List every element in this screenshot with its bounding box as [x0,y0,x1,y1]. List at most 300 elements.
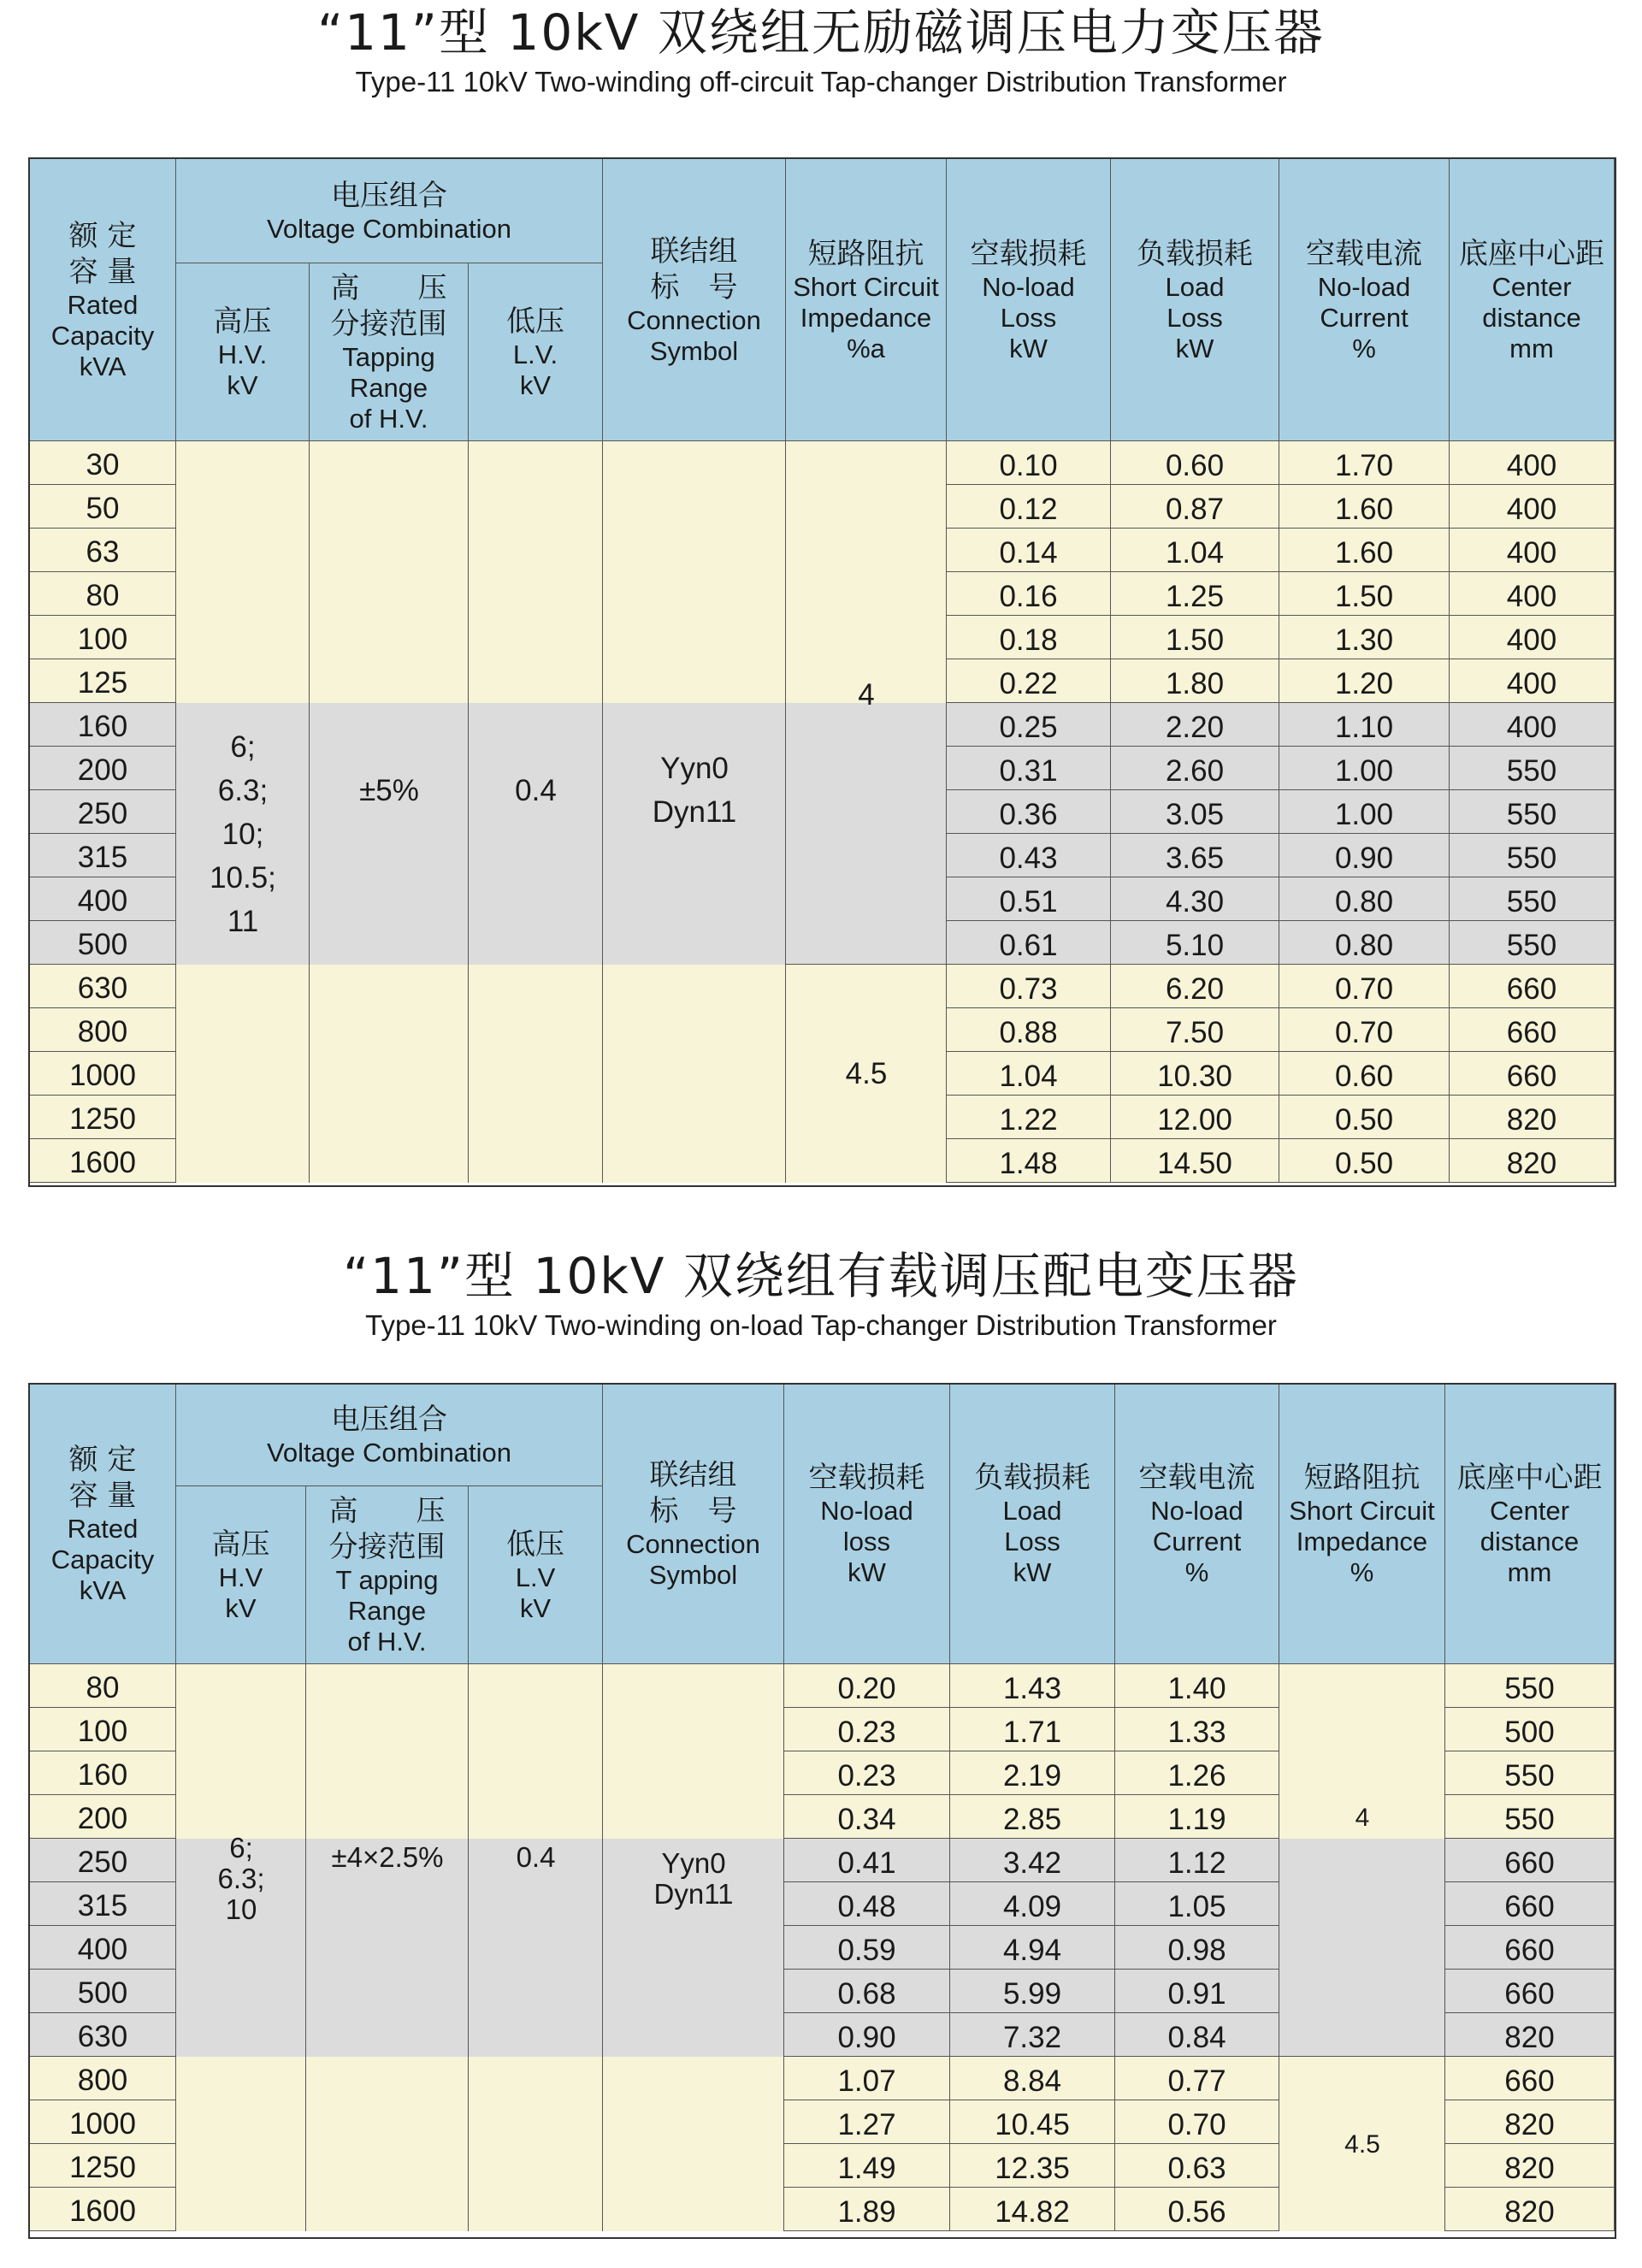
data-cell: 3.42 [950,1839,1115,1882]
header-noload-loss [784,1385,950,1664]
data-cell: 12.35 [950,2144,1115,2188]
data-cell: 0.56 [1115,2188,1279,2231]
header-line: % [1350,1557,1374,1587]
impedance-value-2: 4.5 [1344,2129,1380,2159]
capacity-cell: 160 [30,1751,176,1795]
data-cell: 400 [1450,616,1615,659]
header-line: No-load [1317,271,1411,302]
header-line: 负载损耗 [974,1461,1090,1495]
data-cell: 8.84 [950,2057,1115,2100]
data-cell: 2.85 [950,1795,1115,1839]
data-cell: 3.65 [1111,834,1279,877]
header-line: 短路阻抗 [1303,1461,1421,1495]
header-line: 分接范围 [328,1529,446,1564]
header-line: Range [349,372,428,403]
data-cell: 0.70 [1279,965,1450,1008]
merged-band [603,965,786,1183]
header-capacity [30,1385,176,1664]
merged-band [310,965,469,1183]
header-line: Load [1002,1496,1062,1526]
data-cell: 0.22 [947,659,1111,703]
header-line: T apping [335,1564,439,1595]
header-hv [176,1486,306,1664]
header-line: Loss [1004,1527,1060,1556]
capacity-cell: 800 [30,2057,176,2100]
connection-values [603,703,786,877]
header-line: loss [842,1527,891,1556]
header-lv [469,263,603,441]
tapping-value: ±4×2.5% [331,1840,444,1873]
data-cell: 820 [1450,1139,1615,1183]
header-line: kV [519,369,552,400]
data-cell: 820 [1450,1096,1615,1139]
header-line: Loss [1000,302,1057,333]
header-line: No-load [982,271,1075,302]
data-cell: 550 [1450,790,1615,834]
header-line: of H.V. [347,1626,427,1657]
header-line: Impedance [800,302,932,333]
merged-band [176,965,310,1183]
header-line: kW [1013,1557,1052,1587]
header-line: distance [1482,302,1581,333]
hv-values-line: 6; [229,1831,253,1863]
data-cell: 14.82 [950,2188,1115,2231]
data-cell: 4.09 [950,1882,1115,1926]
impedance-value-2: 4.5 [845,1057,888,1090]
data-cell: 0.70 [1115,2100,1279,2144]
header-line: 额 定 [68,218,137,253]
header-line: 高压 [211,1527,270,1562]
hv-values-line: 10.5; [210,860,276,895]
header-line: 空载损耗 [970,236,1087,271]
header-load-loss [1111,159,1279,441]
data-cell: 0.43 [947,834,1111,877]
data-cell: 1.07 [784,2057,950,2100]
capacity-cell: 400 [30,1926,176,1970]
capacity-cell: 200 [30,1795,176,1839]
header-line: 联结组 [650,233,738,269]
header-line: Impedance [1296,1527,1428,1556]
data-cell: 5.10 [1111,921,1279,965]
header-line: Tapping [342,341,435,372]
data-cell: 0.10 [947,441,1111,485]
header-line: 容 量 [68,1479,137,1513]
capacity-cell: 1600 [30,2188,176,2231]
data-cell: 550 [1450,834,1615,877]
header-line: Rated [67,1514,139,1544]
impedance-value-1: 4 [1355,1803,1370,1832]
data-cell: 0.61 [947,921,1111,965]
capacity-cell: 125 [30,659,176,703]
header-line: kW [848,1557,886,1587]
capacity-cell: 1250 [30,1096,176,1139]
data-cell: 1.27 [784,2100,950,2144]
tapping-value: ±5% [359,773,419,807]
hv-values [176,703,310,965]
header-hv [176,263,310,441]
data-cell: 0.87 [1111,485,1279,529]
data-cell: 0.12 [947,485,1111,529]
data-cell: 0.90 [784,2013,950,2057]
header-line: Capacity [50,320,155,351]
data-cell: 0.80 [1279,921,1450,965]
data-cell: 1.25 [1111,572,1279,616]
data-cell: 0.31 [947,747,1111,790]
capacity-cell: 1600 [30,1139,176,1183]
header-tapping-range [310,263,469,441]
data-cell: 1.50 [1111,616,1279,659]
merged-band [469,2057,603,2231]
table1-title-block [0,2,1642,101]
data-cell: 400 [1450,703,1615,747]
hv-values-line: 6.3; [217,773,269,807]
connection-values-line: Dyn11 [653,1877,734,1910]
header-line: H.V. [217,339,268,369]
table2 [28,1383,1616,2239]
data-cell: 1.22 [947,1096,1111,1139]
data-cell: 660 [1450,1008,1615,1052]
header-noload-current [1115,1385,1279,1664]
data-cell: 0.20 [784,1664,950,1708]
header-lv [469,1486,603,1664]
capacity-cell: 80 [30,1664,176,1708]
data-cell: 0.51 [947,877,1111,921]
header-line: 低压 [506,304,564,339]
capacity-cell: 630 [30,965,176,1008]
header-line: % [1184,1557,1209,1587]
header-line: distance [1480,1527,1580,1556]
data-cell: 660 [1445,1970,1615,2013]
header-line: Center [1491,271,1572,302]
data-cell: 550 [1450,921,1615,965]
header-line: Short Circuit [793,271,939,302]
data-cell: 1.71 [950,1708,1115,1751]
data-cell: 0.23 [784,1708,950,1751]
data-cell: 0.90 [1279,834,1450,877]
header-line: kW [1009,333,1048,363]
data-cell: 550 [1450,877,1615,921]
table1-title-en: Type-11 10kV Two-winding off-circuit Tap-changer Distribution Transformer [355,66,1287,97]
capacity-cell: 500 [30,1970,176,2013]
data-cell: 820 [1445,2188,1615,2231]
header-line: 空载电流 [1306,236,1422,271]
header-line: 低压 [506,1527,564,1562]
header-line: Capacity [50,1544,155,1574]
impedance-value-1: 4 [858,677,875,712]
data-cell: 0.48 [784,1882,950,1926]
data-cell: 0.34 [784,1795,950,1839]
data-cell: 820 [1445,2144,1615,2188]
header-line: 高 压 [328,1493,446,1528]
data-cell: 1.19 [1115,1795,1279,1839]
connection-values-line: Yyn0 [660,752,729,785]
header-line: 标 号 [650,269,738,304]
data-cell: 1.20 [1279,659,1450,703]
capacity-cell: 315 [30,834,176,877]
data-cell: 550 [1450,747,1615,790]
capacity-cell: 800 [30,1008,176,1052]
data-cell: 0.98 [1115,1926,1279,1970]
data-cell: 1.40 [1115,1664,1279,1708]
header-line: Loss [1167,302,1223,333]
capacity-cell: 80 [30,572,176,616]
merged-band [310,441,469,703]
data-cell: 1.70 [1279,441,1450,485]
header-line: 分接范围 [330,306,447,341]
capacity-cell: 30 [30,441,176,485]
data-cell: 1.04 [1111,529,1279,572]
impedance-band-grey [786,703,946,964]
data-cell: 550 [1445,1795,1615,1839]
hv-values [176,1813,306,1944]
header-line: kV [519,1592,552,1623]
data-cell: 400 [1450,529,1615,572]
capacity-cell: 1000 [30,1052,176,1096]
data-cell: 4.94 [950,1926,1115,1970]
lv-value: 0.4 [516,1840,556,1873]
header-line: L.V. [512,339,558,369]
header-line: Rated [67,289,139,320]
hv-values-line: 11 [227,904,259,938]
data-cell: 0.84 [1115,2013,1279,2057]
header-line: L.V [515,1562,556,1592]
header-line: 高 压 [330,270,447,305]
data-cell: 0.88 [947,1008,1111,1052]
data-cell: 0.50 [1279,1096,1450,1139]
header-line: Connection [627,304,761,335]
header-line: Connection [626,1529,760,1559]
capacity-cell: 315 [30,1882,176,1926]
capacity-cell: 50 [30,485,176,529]
data-cell: 6.20 [1111,965,1279,1008]
header-line: 标 号 [649,1494,737,1528]
header-line: % [1352,333,1376,363]
header-line: Center [1489,1496,1570,1526]
hv-values-line: 10 [225,1893,257,1925]
header-line: 空载损耗 [808,1461,925,1495]
capacity-cell: 63 [30,529,176,572]
header-line: Short Circuit [1289,1496,1435,1526]
data-cell: 7.50 [1111,1008,1279,1052]
capacity-cell: 250 [30,1839,176,1882]
header-center [1450,159,1615,441]
data-cell: 0.59 [784,1926,950,1970]
merged-band [469,965,603,1183]
header-line: Current [1320,302,1409,333]
capacity-cell: 100 [30,1708,176,1751]
data-cell: 10.45 [950,2100,1115,2144]
header-line: 额 定 [68,1443,137,1477]
data-cell: 1.49 [784,2144,950,2188]
data-cell: 1.48 [947,1139,1111,1183]
data-cell: 1.00 [1279,747,1450,790]
data-cell: 1.05 [1115,1882,1279,1926]
data-cell: 400 [1450,572,1615,616]
header-line: 电压组合 [331,1403,447,1437]
data-cell: 660 [1450,1052,1615,1096]
data-cell: 0.36 [947,790,1111,834]
data-cell: 0.70 [1279,1008,1450,1052]
data-cell: 1.60 [1279,485,1450,529]
data-cell: 1.12 [1115,1839,1279,1882]
data-cell: 1.26 [1115,1751,1279,1795]
capacity-cell: 200 [30,747,176,790]
header-line: No-load [820,1496,913,1526]
header-line: kVA [79,351,127,381]
data-cell: 660 [1450,965,1615,1008]
table2-title-cn: “11”型 10kV 双绕组有载调压配电变压器 [343,1247,1299,1305]
capacity-cell: 630 [30,2013,176,2057]
capacity-cell: 1250 [30,2144,176,2188]
header-line: No-load [1150,1496,1243,1526]
data-cell: 550 [1445,1751,1615,1795]
data-cell: 1.00 [1279,790,1450,834]
data-cell: 1.04 [947,1052,1111,1096]
data-cell: 660 [1445,2057,1615,2100]
data-cell: 7.32 [950,2013,1115,2057]
header-impedance [786,159,947,441]
header-load-loss [950,1385,1115,1664]
capacity-cell: 500 [30,921,176,965]
data-cell: 1.60 [1279,529,1450,572]
data-cell: 660 [1445,1839,1615,1882]
data-cell: 0.25 [947,703,1111,747]
table1 [28,157,1616,1187]
merged-band [469,441,603,703]
connection-values [603,1813,784,1944]
header-line: 底座中心距 [1456,1461,1603,1495]
data-cell: 4.30 [1111,877,1279,921]
data-cell: 0.80 [1279,877,1450,921]
capacity-cell: 250 [30,790,176,834]
data-cell: 1.43 [950,1664,1115,1708]
capacity-cell: 1000 [30,2100,176,2144]
data-cell: 1.89 [784,2188,950,2231]
header-line: 短路阻抗 [807,236,924,271]
header-line: Symbol [648,1560,738,1590]
data-cell: 0.77 [1115,2057,1279,2100]
header-connection [603,159,786,441]
header-line: Load [1165,271,1225,302]
header-line: H.V [218,1562,263,1592]
data-cell: 1.33 [1115,1708,1279,1751]
data-cell: 500 [1445,1708,1615,1751]
header-line: 底座中心距 [1459,236,1604,271]
impedance-band [1279,1839,1445,2057]
data-cell: 0.63 [1115,2144,1279,2188]
header-line: %a [847,333,885,363]
header-line: Voltage Combination [266,1438,512,1468]
capacity-cell: 160 [30,703,176,747]
data-cell: 660 [1445,1926,1615,1970]
data-cell: 820 [1445,2100,1615,2144]
data-cell: 0.41 [784,1839,950,1882]
merged-band [603,2057,784,2231]
data-cell: 1.30 [1279,616,1450,659]
data-cell: 400 [1450,659,1615,703]
header-line: kV [225,1592,257,1623]
capacity-cell: 400 [30,877,176,921]
header-impedance [1279,1385,1445,1664]
header-line: mm [1507,1557,1552,1587]
data-cell: 660 [1445,1882,1615,1926]
data-cell: 0.60 [1111,441,1279,485]
header-noload-current [1279,159,1450,441]
header-tapping-range [306,1486,469,1664]
header-voltage-combination [176,159,603,263]
merged-band [603,441,786,703]
header-capacity [30,159,176,441]
merged-band [176,441,310,703]
data-cell: 400 [1450,485,1615,529]
lv-value: 0.4 [515,773,557,807]
data-cell: 0.50 [1279,1139,1450,1183]
data-cell: 2.60 [1111,747,1279,790]
data-cell: 1.10 [1279,703,1450,747]
header-noload-loss [947,159,1111,441]
data-cell: 5.99 [950,1970,1115,2013]
header-line: Voltage Combination [266,213,512,244]
data-cell: 0.23 [784,1751,950,1795]
data-cell: 1.80 [1111,659,1279,703]
hv-values-line: 10; [221,817,264,851]
merged-band [306,2057,469,2231]
header-line: mm [1509,333,1554,363]
header-line: of H.V. [349,403,428,434]
data-cell: 400 [1450,441,1615,485]
data-cell: 3.05 [1111,790,1279,834]
data-cell: 0.16 [947,572,1111,616]
data-cell: 0.91 [1115,1970,1279,2013]
header-line: Current [1152,1527,1242,1556]
table2-title-block [0,1245,1642,1344]
header-line: 负载损耗 [1137,236,1253,271]
connection-values-line: Dyn11 [652,795,737,829]
data-cell: 10.30 [1111,1052,1279,1096]
header-center [1445,1385,1615,1664]
connection-values-line: Yyn0 [661,1846,726,1879]
header-line: kV [227,369,258,400]
header-voltage-combination [176,1385,603,1486]
header-line: 电压组合 [331,178,447,213]
header-line: 空载电流 [1138,1461,1255,1495]
table1-title-cn: “11”型 10kV 双绕组无励磁调压电力变压器 [317,3,1325,62]
hv-values-line: 6; [230,729,256,764]
header-line: kW [1175,333,1214,363]
header-line: 高压 [213,304,272,339]
data-cell: 2.19 [950,1751,1115,1795]
data-cell: 2.20 [1111,703,1279,747]
table2-title-en: Type-11 10kV Two-winding on-load Tap-changer Distribution Transformer [365,1309,1277,1341]
header-line: 联结组 [649,1458,737,1492]
data-cell: 550 [1445,1664,1615,1708]
header-line: 容 量 [68,254,137,289]
data-cell: 1.50 [1279,572,1450,616]
data-cell: 0.18 [947,616,1111,659]
data-cell: 14.50 [1111,1139,1279,1183]
header-line: kVA [79,1575,127,1605]
data-cell: 0.14 [947,529,1111,572]
data-cell: 0.73 [947,965,1111,1008]
data-cell: 820 [1445,2013,1615,2057]
merged-band [176,2057,306,2231]
hv-values-line: 6.3; [217,1862,265,1894]
header-line: Range [347,1595,427,1626]
data-cell: 0.68 [784,1970,950,2013]
data-cell: 12.00 [1111,1096,1279,1139]
header-line: Symbol [649,335,739,366]
data-cell: 0.60 [1279,1052,1450,1096]
